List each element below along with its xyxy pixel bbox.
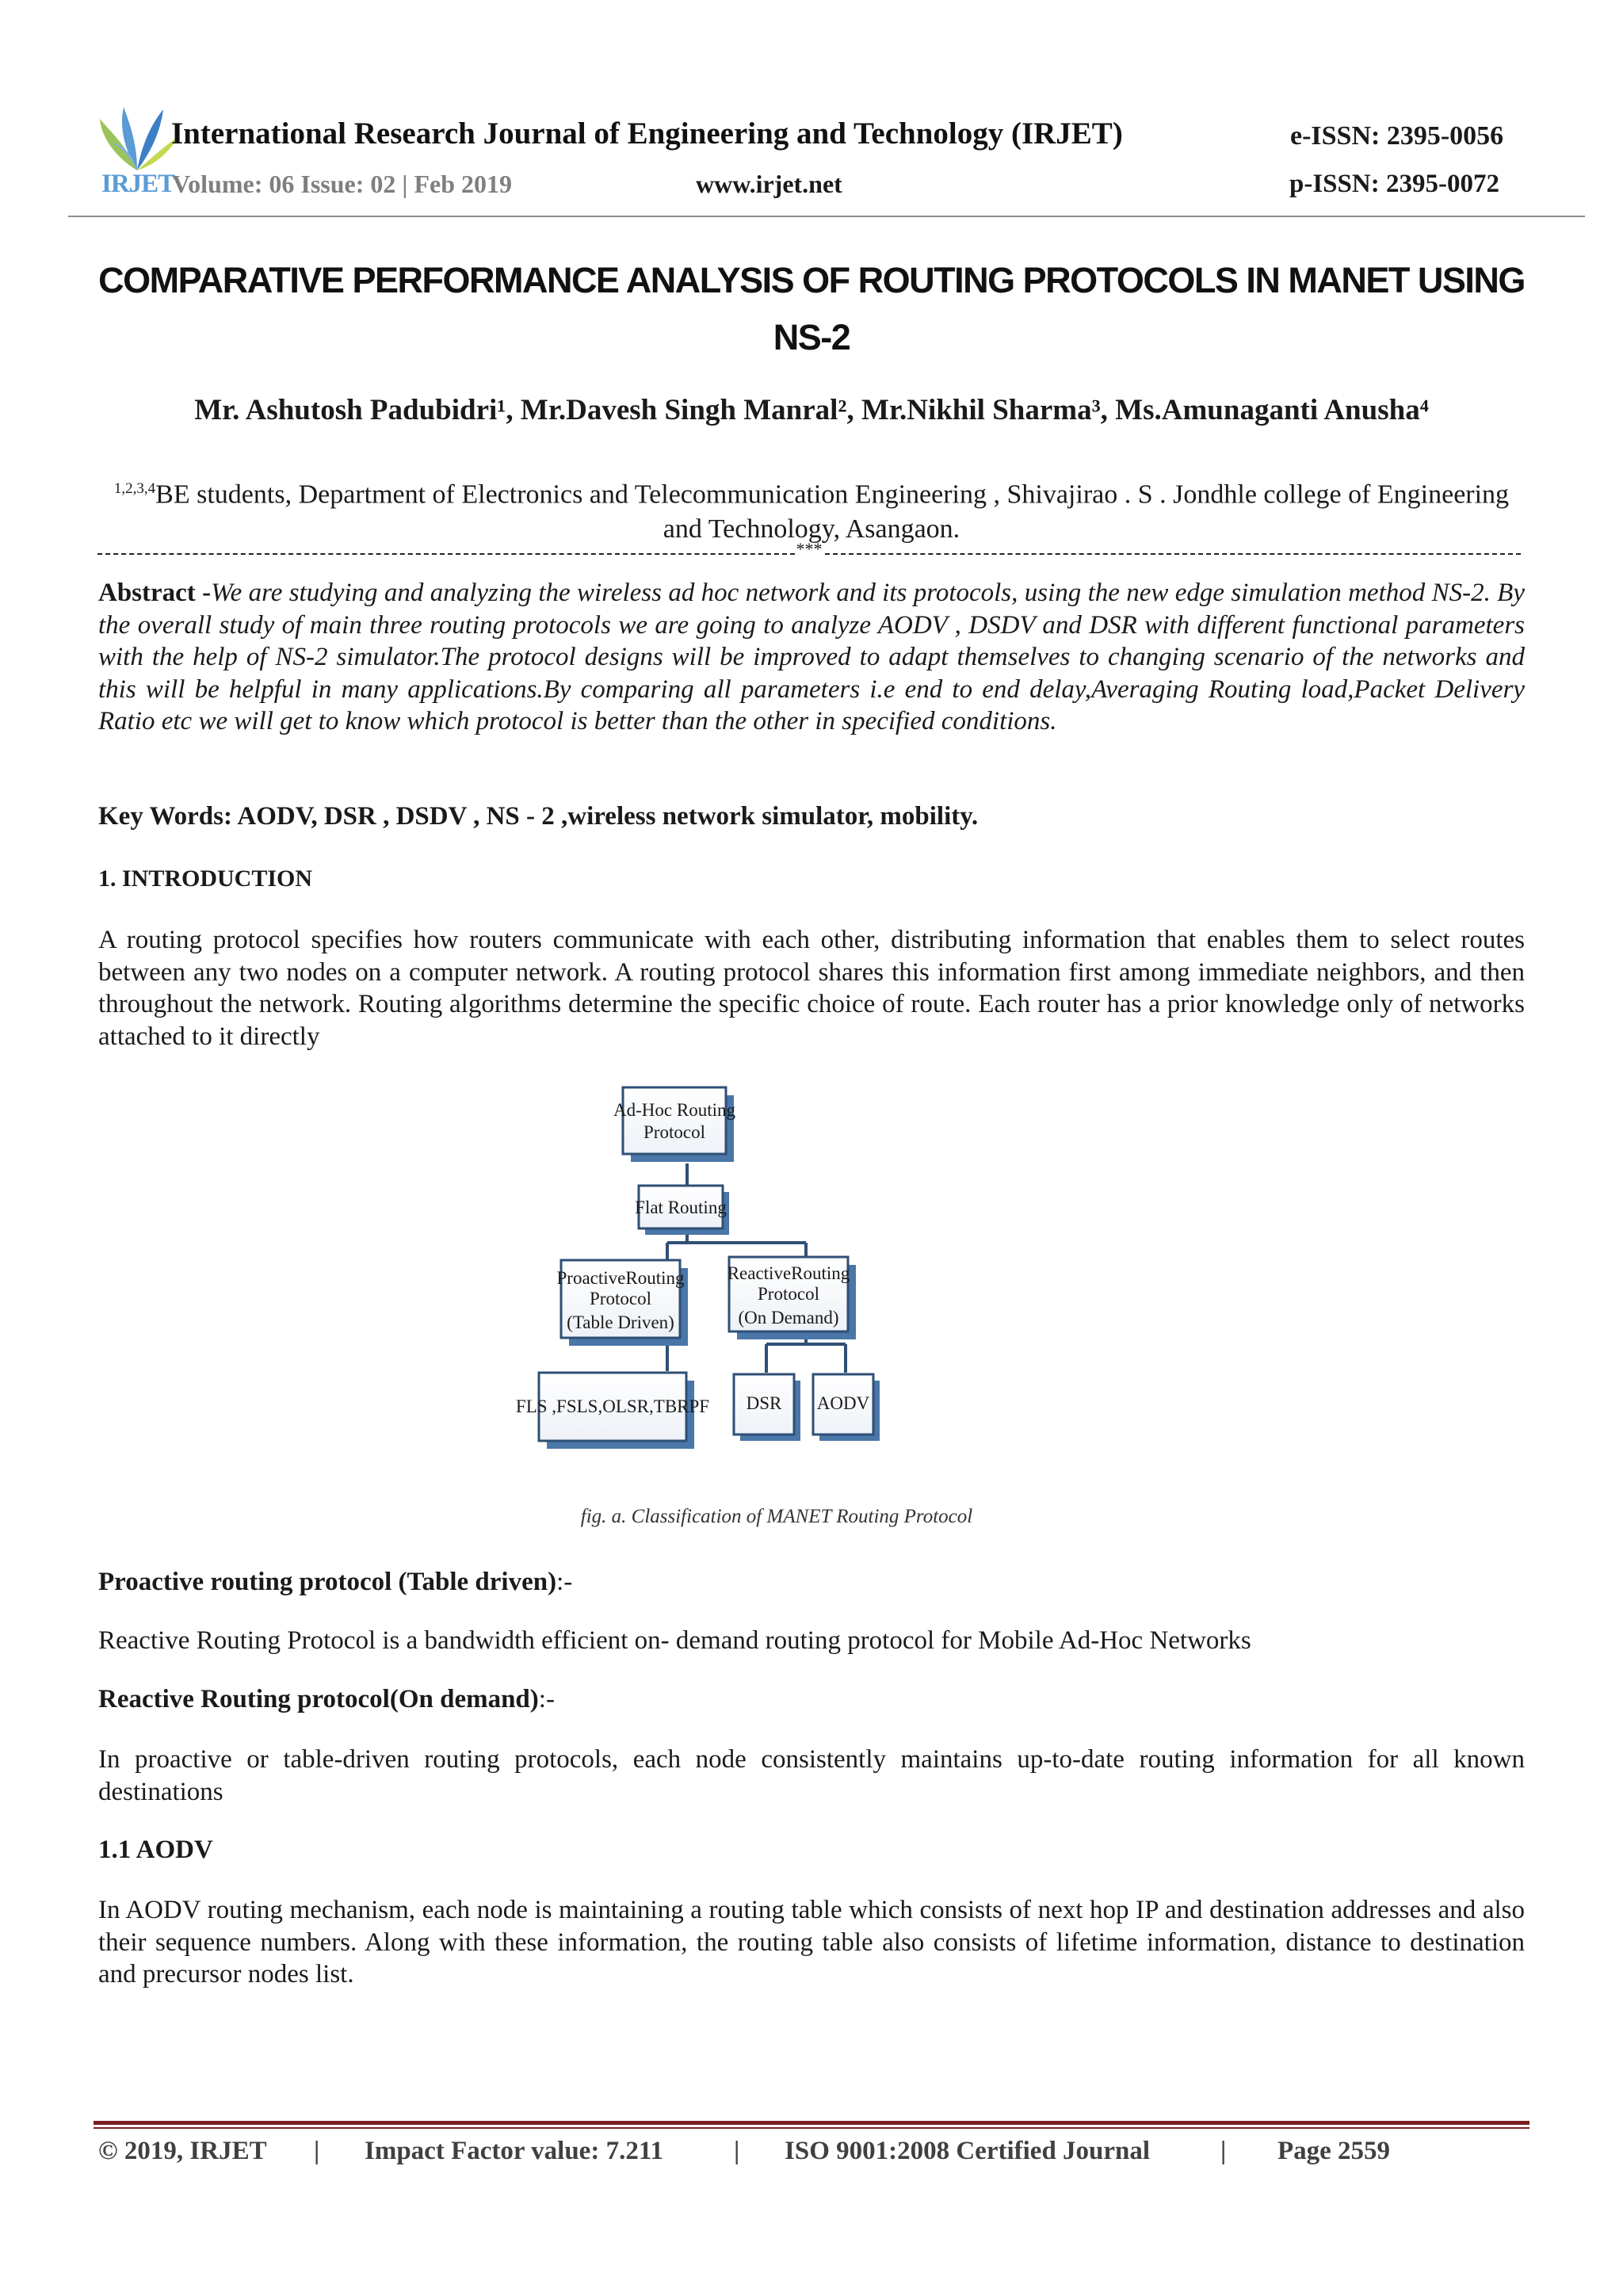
header-divider: [68, 216, 1585, 217]
aodv-heading: 1.1 AODV: [98, 1836, 213, 1864]
proactive-heading-tail: :-: [556, 1568, 573, 1596]
reactive-label-1: ReactiveRouting: [727, 1263, 850, 1283]
pissn: p-ISSN: 2395-0072: [1289, 170, 1499, 198]
journal-name: International Research Journal of Engineering and Technology (IRJET): [171, 117, 1123, 151]
footer-separator-3: |: [1220, 2137, 1227, 2165]
journal-website[interactable]: www.irjet.net: [696, 170, 842, 198]
footer-page-number: Page 2559: [1277, 2137, 1391, 2165]
footer-separator-2: |: [734, 2137, 740, 2165]
intro-heading: 1. INTRODUCTION: [98, 865, 313, 892]
dsr-label: DSR: [746, 1393, 782, 1413]
fls-label: FLS ,FSLS,OLSR,TBRPF: [515, 1396, 710, 1416]
aodv-label: AODV: [816, 1393, 870, 1413]
keywords: Key Words: AODV, DSR , DSDV , NS - 2 ,wireless network simulator, mobility.: [98, 802, 979, 831]
separator-stars: ***: [796, 539, 823, 559]
proactive-label-1: ProactiveRouting: [556, 1268, 685, 1288]
reactive-label-3: (On Demand): [738, 1308, 839, 1328]
footer-copyright: © 2019, IRJET: [98, 2137, 267, 2165]
figure-caption: fig. a. Classification of MANET Routing Protocol: [580, 1506, 973, 1527]
affiliation-text: BE students, Department of Electronics and Telecommunication Engineering , Shivajirao . S . Jondhle college of Engineering and Technology, Asangaon.: [155, 479, 1510, 544]
aodv-text: In AODV routing mechanism, each node is maintaining a routing table which consists of next hop IP and destination addresses and also their sequence numbers. Along with these information, the routing table also consists of lifetime information, distance to destination and precursor nodes list.: [98, 1896, 1525, 1988]
proactive-heading: [98, 1568, 572, 1597]
proactive-label-2: Protocol: [590, 1289, 651, 1308]
footer-divider-thin: [94, 2127, 1529, 2129]
footer-divider-thick: [94, 2121, 1529, 2125]
root-node: [623, 1087, 726, 1154]
authors: Mr. Ashutosh Padubidri¹, Mr.Davesh Singh Manral², Mr.Nikhil Sharma³, Ms.Amunaganti Anusha⁴: [194, 394, 1429, 426]
intro-text: A routing protocol specifies how routers communicate with each other, distributing information that enables them to select routes between any two nodes on a computer network. A routing protocol shares this information first among immediate neighbors, and then throughout the network. Routing algorithms determine the specific choice of route. Each router has a prior knowledge only of networks attached to it directly: [98, 926, 1525, 1051]
logo-text: IRJET: [101, 170, 175, 198]
reactive-heading-text: Reactive Routing protocol(On demand): [98, 1685, 539, 1713]
abstract-text: We are studying and analyzing the wireless ad hoc network and its protocols, using the new edge simulation method NS-2. By the overall study of main three routing protocols we are going to analyze AODV , DSDV and DSR with different functional parameters with the help of NS-2 simulator.The protocol designs will be improved to adapt themselves to changing scenario of the networks and this will be helpful in many applications.By comparing all parameters i.e end to end delay,Averaging Routing load,Packet Delivery Ratio etc we will get to know which protocol is better than the other in specified conditions.: [98, 579, 1525, 735]
proactive-heading-text: Proactive routing protocol (Table driven): [98, 1568, 557, 1596]
footer-separator-1: |: [314, 2137, 320, 2165]
irjet-logo-icon: [94, 103, 181, 174]
classification-figure: [515, 1070, 1024, 1490]
section-separator: [97, 539, 1521, 561]
reactive-label-2: Protocol: [758, 1284, 819, 1304]
eissn: e-ISSN: 2395-0056: [1290, 121, 1504, 151]
proactive-text: Reactive Routing Protocol is a bandwidth efficient on- demand routing protocol for Mobile Ad-Hoc Networks: [98, 1626, 1251, 1655]
reactive-heading: [98, 1685, 555, 1714]
flat-label: Flat Routing: [635, 1198, 727, 1217]
proactive-label-3: (Table Driven): [567, 1312, 674, 1332]
affiliation: [95, 472, 1528, 547]
root-label-1: Ad-Hoc Routing: [613, 1100, 735, 1120]
abstract: [98, 577, 1525, 738]
footer-iso: ISO 9001:2008 Certified Journal: [785, 2137, 1151, 2165]
reactive-heading-tail: :-: [538, 1685, 555, 1713]
volume-info: Volume: 06 Issue: 02 | Feb 2019: [172, 170, 512, 198]
classification-diagram: [515, 1070, 1024, 1490]
footer-impact-factor: Impact Factor value: 7.211: [365, 2137, 664, 2165]
affiliation-superscript: 1,2,3,4: [113, 480, 156, 497]
root-label-2: Protocol: [643, 1122, 705, 1142]
reactive-text: In proactive or table-driven routing protocols, each node consistently maintains up-to-date routing information for all known destinations: [98, 1745, 1525, 1806]
paper-title: COMPARATIVE PERFORMANCE ANALYSIS OF ROUTING PROTOCOLS IN MANET USING NS-2: [98, 260, 1525, 357]
abstract-label: Abstract -: [98, 579, 212, 607]
